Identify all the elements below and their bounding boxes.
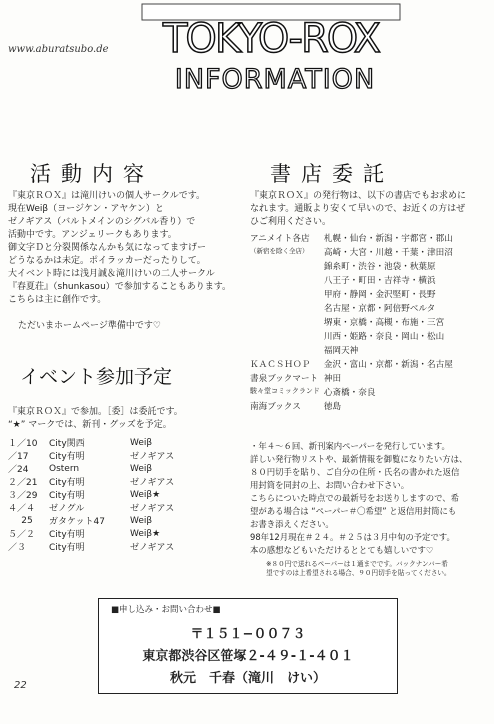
schedule-event: City有明 <box>49 543 85 553</box>
shop-places: 心斎橋・奈良 <box>323 388 376 398</box>
schedule-row <box>8 449 177 462</box>
page-number: 22 <box>14 680 27 691</box>
shop-row <box>250 232 457 246</box>
schedule-genre: Weiβ <box>130 437 153 448</box>
shop-name: アニメイト各店 <box>250 234 310 244</box>
shop-name: ＫＡＣＳＨＯＰ <box>250 360 311 370</box>
schedule-date: ２／21 <box>8 478 38 488</box>
schedule-genre: ゼノギアス <box>130 543 175 553</box>
shop-row <box>250 302 457 316</box>
schedule-row <box>8 475 177 488</box>
activity-heading: 活動内容 <box>30 162 154 186</box>
schedule-date: ／３ <box>8 543 27 553</box>
shop-row <box>250 288 457 302</box>
schedule-date: ３／29 <box>8 491 38 501</box>
shop-places: 甲府・静岡・金沢堅町・長野 <box>323 290 436 300</box>
schedule-event: City有明 <box>49 452 85 462</box>
shop-row <box>250 260 457 274</box>
schedule-event: ゼノグル <box>49 504 85 514</box>
schedule-row <box>8 462 177 475</box>
schedule-row <box>8 527 177 540</box>
shop-places: 錦糸町・渋谷・池袋・秋葉原 <box>323 262 436 272</box>
schedule-row <box>8 540 177 553</box>
schedule-date: ／24 <box>8 465 29 475</box>
tokyo-rox-logo <box>140 2 402 94</box>
website-url: www.aburatsubo.de <box>8 44 109 55</box>
shop-places: 川西・姫路・奈良・岡山・松山 <box>323 332 445 342</box>
contact-box <box>98 598 398 694</box>
shop-places: 金沢・富山・京都・新潟・名古屋 <box>323 360 453 370</box>
paper-note: ※８０円で送れるペーパーは１通までです。バックナンバー希 望ですのは上希望される場合、９０円切手を貼ってください。 <box>266 560 451 577</box>
shop-row <box>250 386 457 400</box>
events-intro: 『東京ＲＯＸ』で参加。［委］は委託です。 “★” マークでは、新刊・グッズを予定。 <box>8 407 183 430</box>
schedule-genre: ゼノギアス <box>130 452 175 462</box>
schedule-row <box>8 514 177 527</box>
schedule-event: City有明 <box>49 530 85 540</box>
schedule-genre: ゼノギアス <box>130 504 175 514</box>
activity-text: 『東京ＲＯＸ』は滝川けいの個人サークルです。 現在Weiβ（ヨージケン・アヤケン）と ゼノギアス（バルトメインのシグバル香り）で 活動中です。アンジェリークもあります。 御文字Ｄと分裂関係なんかも気になってますげー どうなるかは未定。ポイラッカーだったりして。 大イベント時には浅月誠＆滝川けいの二人サークル 『春夏荘』（shunkasou）で参加することもあります。 こちらは主に創作です。 <box>8 191 232 305</box>
schedule-date: ４／４ <box>8 504 36 514</box>
schedule-date: １／10 <box>8 439 38 449</box>
shop-row <box>250 344 457 358</box>
schedule-date: ５／２ <box>8 530 36 540</box>
paper-text: ・年４〜６回、新刊案内ペーパーを発行しています。 詳しい発行物リストや、最新情報を御覧になりたい方は、 ８０円切手を貼り、ご自分の住所・氏名の書かれた返信 用封筒を同封の上、お問い合わせ下さい。 こちらについた時点での最新号をお送りしますので、希 望がある場合は “ペーパー＃〇希望” と返信用封筒にも お書き添えください。 98年12月現在＃２４。＃２５は３月中旬の予定です。 本の感想などもいただけるととても嬉しいです♡ <box>250 441 468 555</box>
shop-note: （新宿を除く全店） <box>250 247 309 255</box>
shop-row <box>250 274 457 288</box>
schedule-event: ガタケット47 <box>49 517 106 527</box>
shop-intro: 『東京ＲＯＸ』の発行物は、以下の書店でもお求めに なれます。通販より安くて早いので、お近くの方はぜ ひご利用ください。 <box>250 191 467 227</box>
shop-places: 堺東・京橋・高槻・布施・三宮 <box>323 318 445 328</box>
shop-places: 高崎・大宮・川越・千葉・津田沼 <box>323 248 453 258</box>
schedule-genre: Weiβ <box>130 463 153 474</box>
contact-postal: 〒１５１−００７３ <box>190 627 306 642</box>
contact-label: ■申し込み・お問い合わせ■ <box>111 605 221 615</box>
schedule-row <box>8 488 177 501</box>
contact-name: 秋元 千春（滝川 けい） <box>169 671 326 686</box>
schedule-genre: Weiβ <box>130 515 153 526</box>
shop-heading: 書店委託 <box>270 162 394 186</box>
contact-address: 東京都渋谷区笹塚２-４９-１-４０１ <box>142 649 354 664</box>
schedule-genre: Weiβ★ <box>130 489 161 500</box>
shop-name: 南海ブックス <box>250 402 301 412</box>
shop-name: 書泉ブックマート <box>250 374 319 384</box>
schedule-event: City有明 <box>49 478 85 488</box>
shop-places: 名古屋・京都・阿倍野ベルタ <box>323 304 436 314</box>
schedule-date: 25 <box>21 515 33 526</box>
shop-list <box>250 232 457 414</box>
homepage-note: ただいまホームページ準備中です♡ <box>18 321 161 331</box>
shop-row <box>250 316 457 330</box>
schedule-date: ／17 <box>8 452 29 462</box>
schedule-genre: ゼノギアス <box>130 478 175 488</box>
shop-row <box>250 246 457 260</box>
shop-places: 徳島 <box>323 402 342 412</box>
shop-row <box>250 330 457 344</box>
events-heading: イベント参加予定 <box>20 366 173 388</box>
shop-row <box>250 400 457 414</box>
shop-places: 八王子・町田・吉祥寺・横浜 <box>323 276 436 286</box>
schedule-event: City関西 <box>49 439 85 449</box>
schedule-event: Ostern <box>49 463 80 474</box>
logo-subtitle: INFORMATION <box>174 64 376 94</box>
event-schedule <box>8 436 177 553</box>
schedule-event: City有明 <box>49 491 85 501</box>
logo-title: TOKYO-ROX <box>162 16 380 62</box>
schedule-genre: Weiβ★ <box>130 528 161 539</box>
schedule-row <box>8 501 177 514</box>
schedule-row <box>8 436 177 449</box>
shop-places: 福岡天神 <box>323 346 359 356</box>
shop-places: 札幌・仙台・新潟・宇都宮・郡山 <box>323 234 453 244</box>
shop-places: 神田 <box>323 374 342 384</box>
shop-row <box>250 372 457 386</box>
shop-row <box>250 358 457 372</box>
shop-name: 駿々堂コミックランド <box>250 387 320 395</box>
